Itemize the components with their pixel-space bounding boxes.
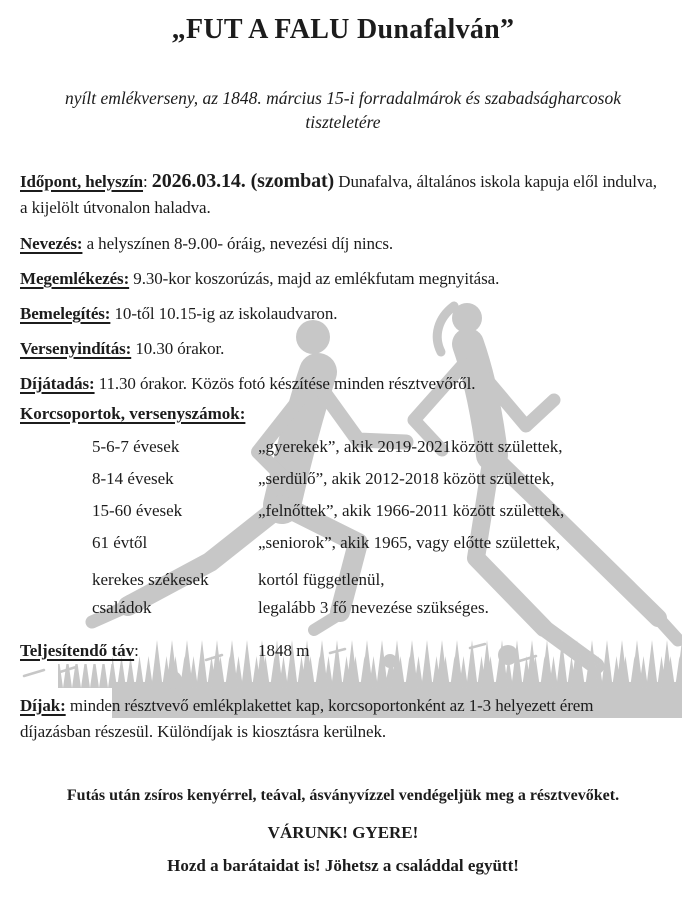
section-versenyinditas [20,337,666,361]
section-text: 9.30-kor koszorúzás, majd az emlékfutam megnyitása. [129,269,500,288]
section-nevezes [20,232,666,256]
section-text: Dunafalva, általános iskola kapuja elől indulva, a kijelölt útvonalon haladva. [20,172,657,217]
section-label: Nevezés: [20,234,83,253]
prizes-text: minden résztvevő emlékplakettet kap, korcsoportonként az 1-3 helyezett érem díjazásban részesül. Különdíjak is kiosztásra kerülnek. [20,696,594,741]
group-description: kortól függetlenül, [258,570,385,589]
age-range: 8-14 évesek [92,469,174,488]
invite-line: Hozd a barátaidat is! Jöhetsz a családdal együtt! [167,856,519,875]
event-date: 2026.03.14. (szombat) [151,170,335,192]
age-description: „felnőttek”, akik 1966-2011 között születtek, [258,501,565,520]
age-group-row [92,435,666,458]
distance-label: Teljesítendő táv [20,641,135,660]
age-range: 61 évtől [92,533,148,552]
section-label: Bemelegítés: [20,304,111,323]
section-label: Díjátadás: [20,374,95,393]
special-group-row [92,596,666,619]
section-text: a helyszínen 8-9.00- óráig, nevezési díj nincs. [82,234,393,253]
age-groups-heading [20,402,666,426]
section-bemelegites [20,302,666,326]
section-text: 10-től 10.15-ig az iskolaudvaron. [110,304,338,323]
cta-line: VÁRUNK! GYERE! [267,823,419,842]
section-label: Megemlékezés: [20,269,130,288]
group-description: legalább 3 fő nevezése szükséges. [258,598,489,617]
distance-colon: : [134,641,139,660]
group-name: kerekes székesek [92,570,209,589]
section-label: Versenyindítás: [20,339,132,358]
age-range: 5-6-7 évesek [92,437,180,456]
section-label: Időpont, helyszín [20,172,144,191]
refreshments-line: Futás után zsíros kenyérrel, teával, ásványvízzel vendégeljük meg a résztvevőket. [66,787,620,804]
age-description: „gyerekek”, akik 2019-2021között születtek, [258,437,563,456]
page-title: „FUT A FALU Dunafalván” [171,14,515,45]
section-megemlekezes [20,267,666,291]
group-name: családok [92,598,152,617]
info-sections [20,168,666,396]
prizes-label: Díjak: [20,696,66,715]
subtitle: nyílt emlékverseny, az 1848. március 15-i forradalmárok és szabadságharcosok tiszteletére [64,88,622,132]
section-text: 10.30 órakor. [131,339,225,358]
age-group-row [92,531,666,554]
age-group-row [92,499,666,522]
section-colon: : [143,172,152,191]
age-description: „seniorok”, akik 1965, vagy előtte születtek, [258,533,561,552]
section-text: 11.30 órakor. Közös fotó készítése minden résztvevőről. [94,374,476,393]
section-idopont [20,168,666,221]
age-description: „serdülő”, akik 2012-2018 között születtek, [258,469,555,488]
section-dijatadas [20,372,666,396]
prizes-paragraph [20,693,666,745]
age-range: 15-60 évesek [92,501,183,520]
heading-label: Korcsoportok, versenyszámok: [20,404,246,423]
distance-value: 1848 m [258,641,310,660]
special-group-row [92,568,666,591]
age-group-row [92,467,666,490]
distance-row [20,639,666,663]
